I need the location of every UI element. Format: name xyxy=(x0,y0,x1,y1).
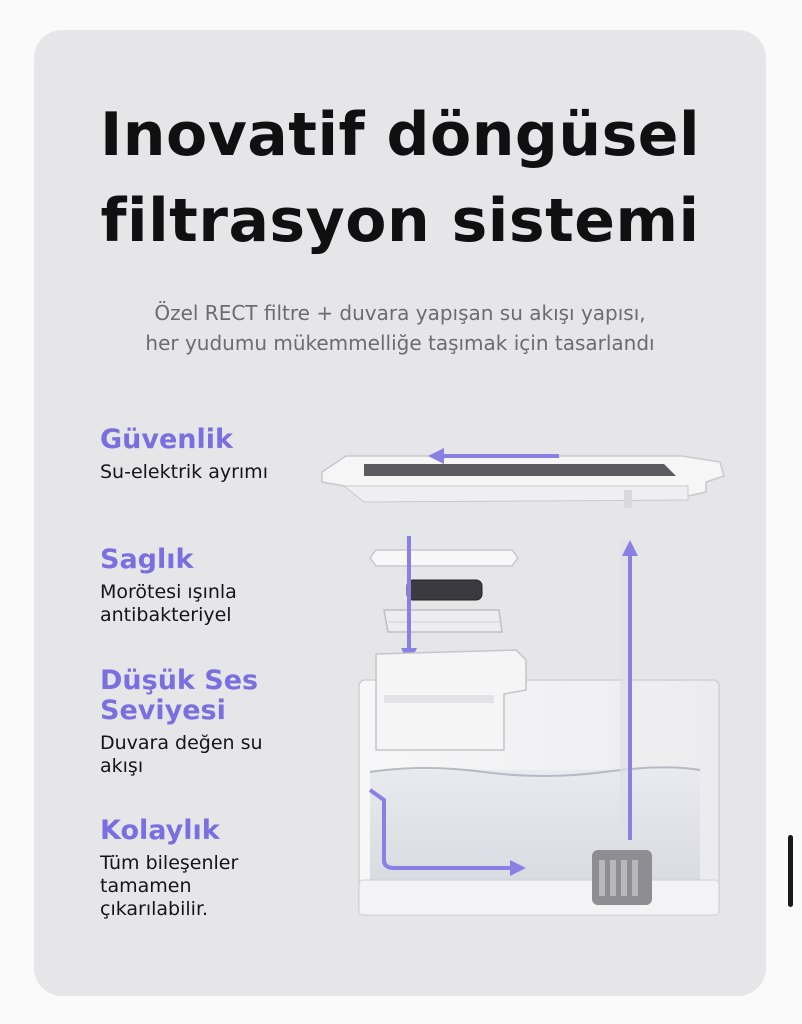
filter-box-part xyxy=(376,650,526,750)
feature-title: Güvenlik xyxy=(100,424,233,455)
carbon-filter-part xyxy=(407,580,482,600)
lid-part xyxy=(322,456,724,508)
subtitle-line-2: her yudumu mükemmelliğe taşımak için tasarlandı xyxy=(145,331,655,355)
feature-dusuk-ses xyxy=(100,666,310,778)
title-line-1: Inovatif döngüsel xyxy=(99,100,701,170)
feature-title: Düşük Ses Seviyesi xyxy=(100,665,259,726)
page-subtitle xyxy=(34,298,766,358)
feature-title: Saglık xyxy=(100,544,194,575)
product-card xyxy=(34,30,766,996)
feature-description: Morötesi ışınla antibakteriyel xyxy=(100,581,237,626)
page-title xyxy=(34,92,766,264)
filter-tray-part xyxy=(384,610,502,632)
feature-title: Kolaylık xyxy=(100,815,220,846)
scrollbar-thumb[interactable] xyxy=(788,835,793,907)
feature-description: Duvara değen su akışı xyxy=(100,732,263,777)
feature-description: Tüm bileşenler tamamen çıkarılabilir. xyxy=(100,852,239,920)
subtitle-line-1: Özel RECT filtre + duvara yapışan su akışı yapısı, xyxy=(154,301,646,325)
feature-description: Su-elektrik ayrımı xyxy=(100,461,268,483)
uv-plate-part xyxy=(370,550,518,566)
fountain-exploded-diagram xyxy=(304,420,744,920)
title-line-2: filtrasyon sistemi xyxy=(100,186,700,256)
